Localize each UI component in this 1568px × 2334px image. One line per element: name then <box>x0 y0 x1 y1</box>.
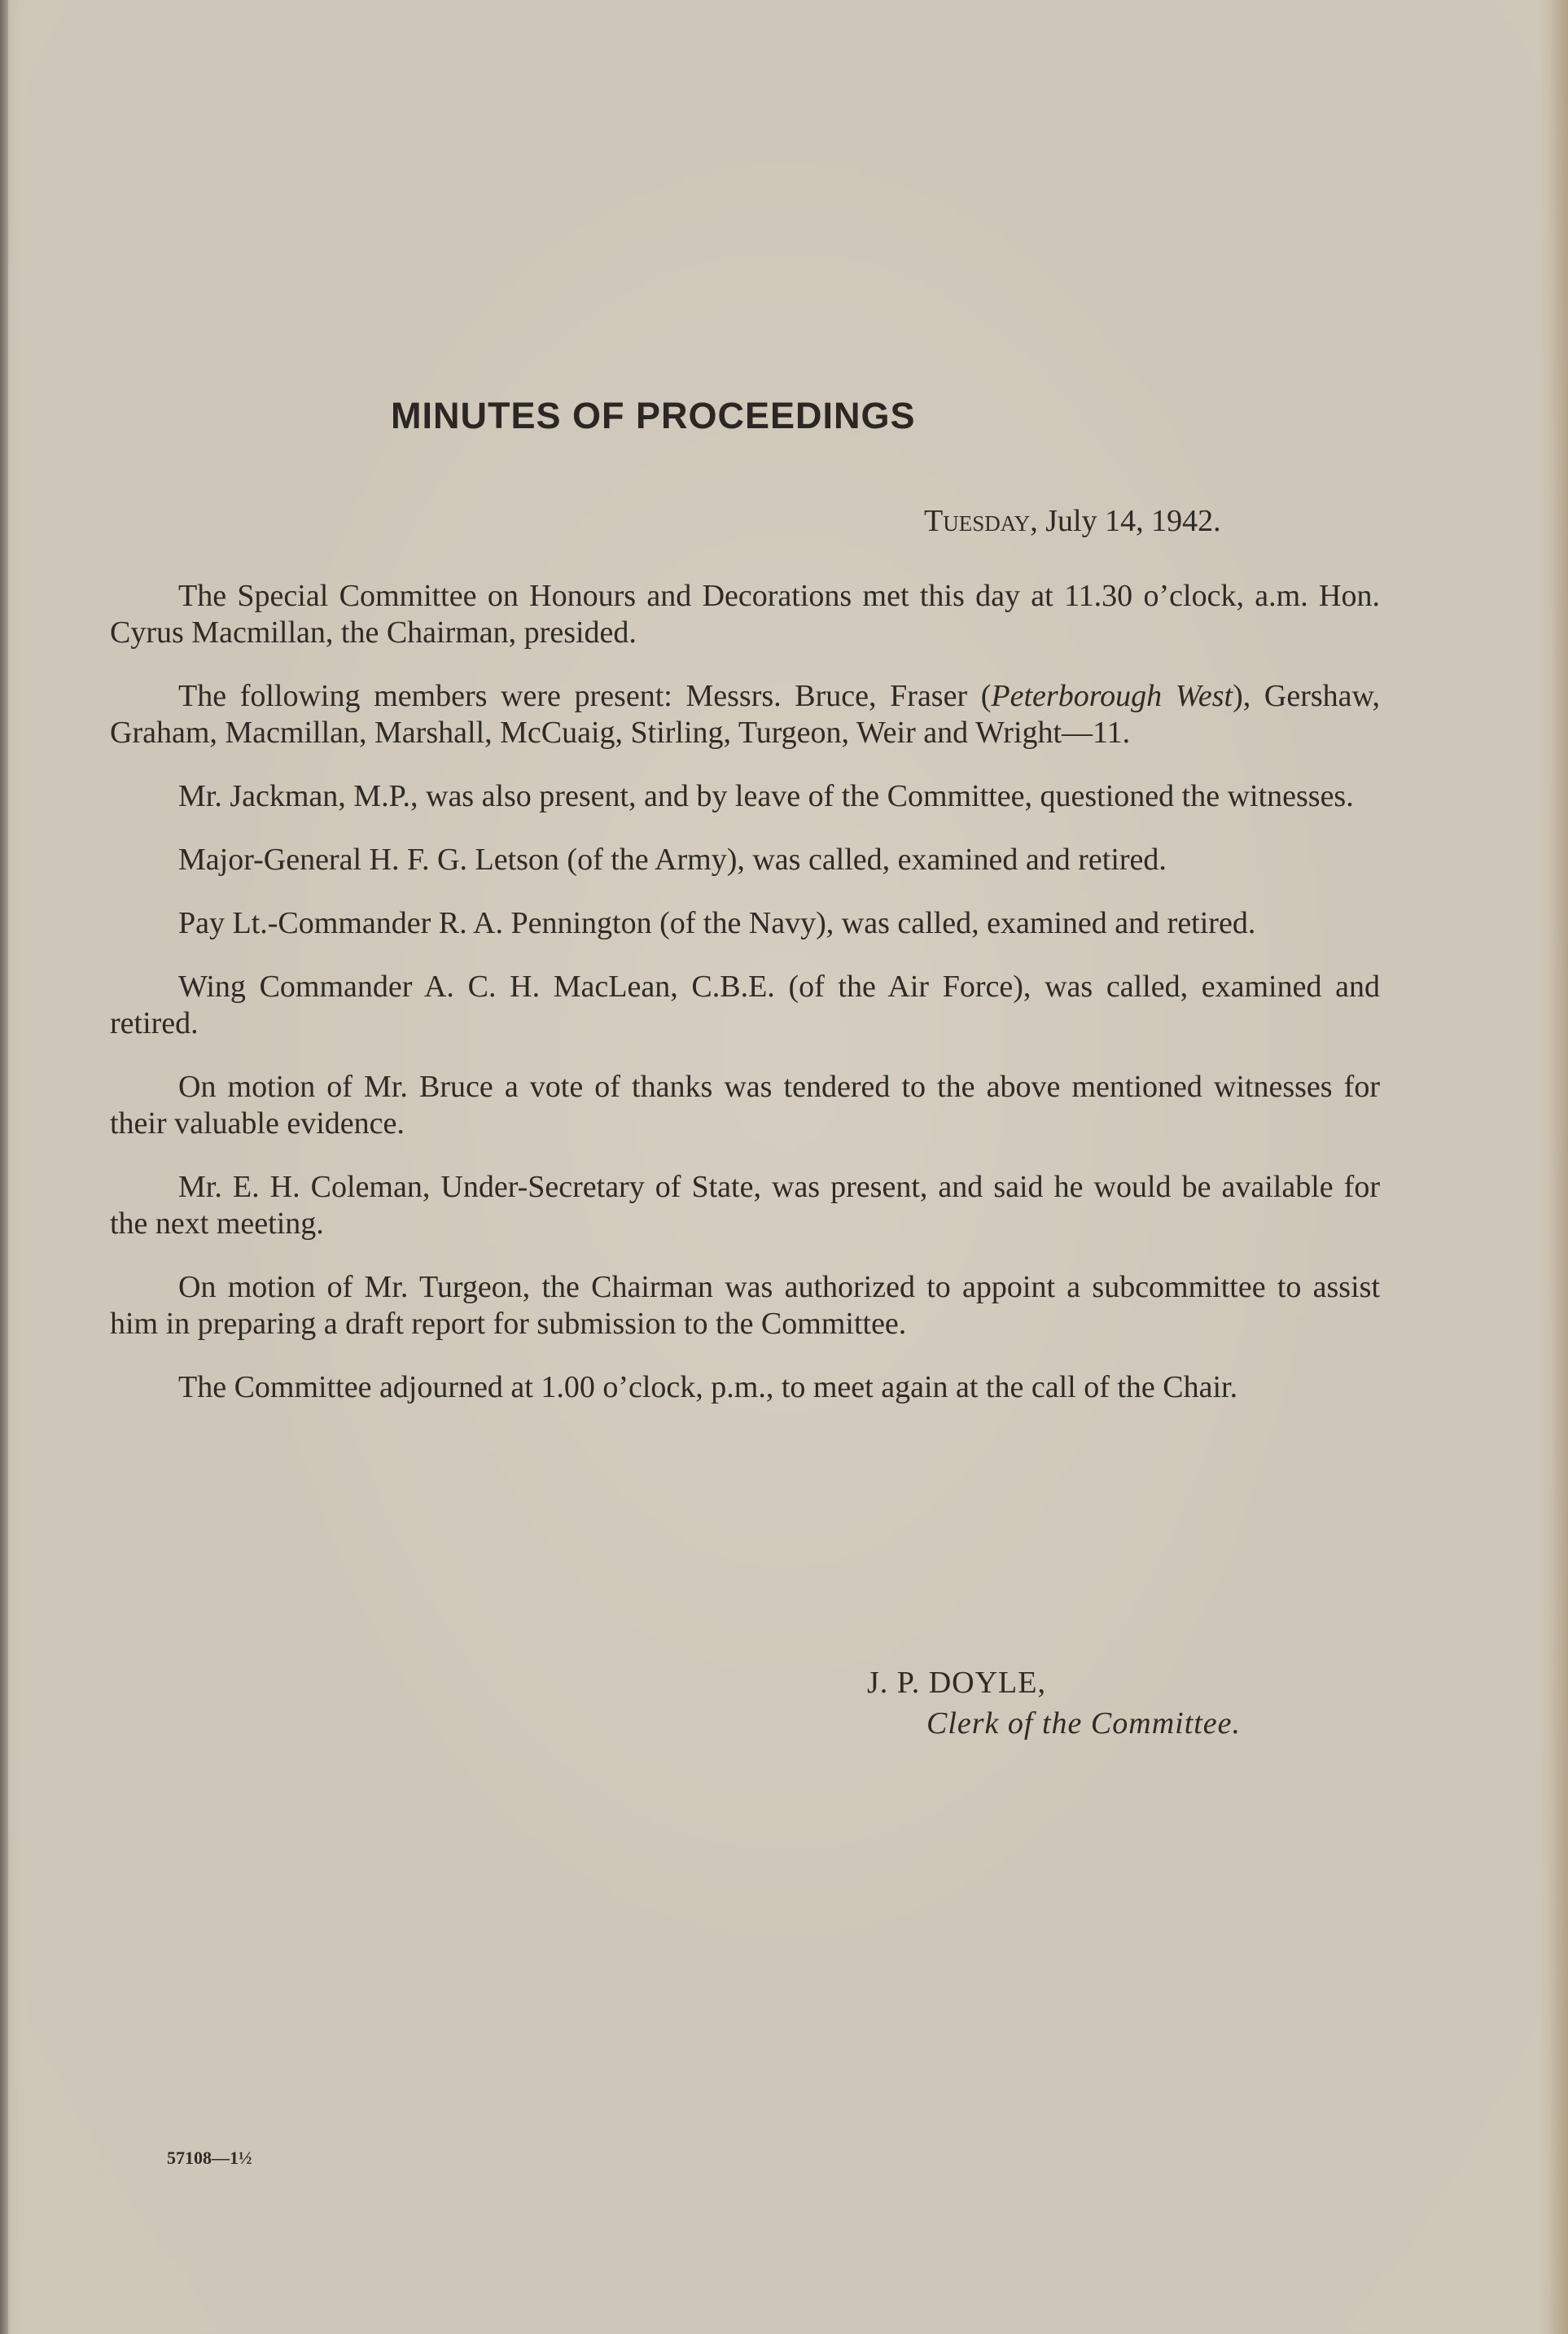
paragraph-opening: The Special Committee on Honours and Decorations met this day at 11.30 o’clock, a.m. Hon. Cyrus Macmillan, the Chairman, presided. <box>110 579 1380 650</box>
page-spine-shadow <box>0 0 8 2334</box>
signature-name: J. P. DOYLE, <box>867 1666 1046 1700</box>
minutes-body <box>110 578 1380 1433</box>
members-text-after: ), Gershaw, Graham, Macmillan, Marshall, McCuaig, Stirling, Turgeon, Weir and Wright—11. <box>110 679 1381 750</box>
meeting-date <box>924 503 1221 539</box>
paragraph-pennington: Pay Lt.-Commander R. A. Pennington (of the Navy), was called, examined and retired. <box>178 906 1256 940</box>
paragraph-letson: Major-General H. F. G. Letson (of the Army), was called, examined and retired. <box>178 843 1167 877</box>
paragraph-vote-of-thanks: On motion of Mr. Bruce a vote of thanks was tendered to the above mentioned witnesses for their valuable evidence. <box>110 1070 1380 1141</box>
members-text-riding: Peterborough West <box>991 679 1233 713</box>
page-edge-shadow <box>1550 0 1568 2334</box>
signature-title: Clerk of the Committee. <box>926 1706 1242 1741</box>
meeting-date-day: Tuesday <box>924 504 1031 538</box>
paragraph-coleman: Mr. E. H. Coleman, Under-Secretary of State, was present, and said he would be available for the next meeting. <box>110 1170 1380 1241</box>
paragraph-jackman: Mr. Jackman, M.P., was also present, and by leave of the Committee, questioned the witnesses. <box>178 779 1354 813</box>
meeting-date-rest: , July 14, 1942. <box>1030 504 1221 538</box>
paragraph-maclean: Wing Commander A. C. H. MacLean, C.B.E. (of the Air Force), was called, examined and retired. <box>110 970 1380 1040</box>
paragraph-members-present <box>110 678 1380 751</box>
footer-print-code: 57108—1½ <box>167 2148 252 2168</box>
members-text-before: The following members were present: Messrs. Bruce, Fraser ( <box>178 679 992 713</box>
page-title: MINUTES OF PROCEEDINGS <box>391 395 916 436</box>
paragraph-subcommittee: On motion of Mr. Turgeon, the Chairman was authorized to appoint a subcommittee to assist him in preparing a draft report for submission to the Committee. <box>110 1270 1380 1341</box>
paragraph-adjournment: The Committee adjourned at 1.00 o’clock, p.m., to meet again at the call of the Chair. <box>178 1370 1238 1404</box>
